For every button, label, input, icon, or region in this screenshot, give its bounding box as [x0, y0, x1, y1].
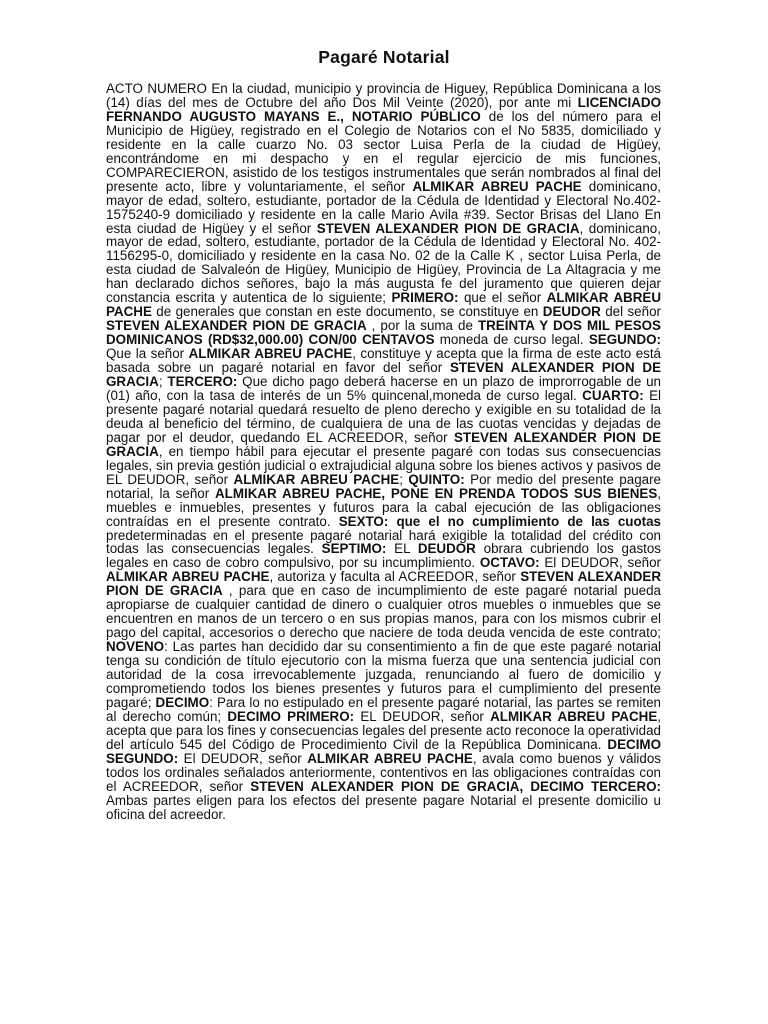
body-text-run: Que dicho pago deberá hacerse en un plazo de improrrogable de un (01) año, con la tasa de interés de un 5% quincenal,moneda de curso legal.	[106, 374, 662, 403]
body-bold-run: DECIMO PRIMERO:	[227, 708, 355, 724]
body-text-run: Ambas partes eligen para los efectos del presente pagare Notarial el presente domicilio u oficina del acreedor.	[106, 792, 661, 822]
body-bold-run: DECIMO SEGUNDO:	[106, 736, 661, 766]
body-text-run: Que la señor	[106, 346, 189, 362]
body-text-run: de generales que constan en este documento, se constituye en	[151, 304, 543, 320]
body-bold-run: LICENCIADO FERNANDO AUGUSTO MAYANS E., NOTARIO PÚBLICO	[106, 94, 661, 124]
body-bold-run: STEVEN ALEXANDER PION DE GRACIA	[106, 429, 661, 459]
body-text-run: , muebles e inmuebles, presentes y futuros para la cabal ejecución de las obligaciones contraídas en el presente contrato.	[106, 485, 661, 529]
body-text-run: ;	[399, 471, 409, 487]
body-bold-run: STEVEN ALEXANDER PION DE GRACIA	[316, 220, 580, 236]
body-bold-run: OCTAVO:	[479, 555, 540, 571]
document-title: Pagaré Notarial	[318, 47, 450, 67]
body-bold-run: ALMIKAR ABREU PACHE	[490, 708, 658, 724]
document-body	[106, 82, 661, 822]
body-text-run: , en tiempo hábil para ejecutar el presente pagaré con todas sus consecuencias legales, sin previa gestión judicial o extrajudicial alguna sobre los bienes activos y pasivos de EL DEUDOR, señor	[106, 443, 661, 487]
body-text-run: , por la suma de	[366, 318, 478, 334]
body-bold-run: ALMIKAR ABREU PACHE	[106, 290, 661, 320]
body-text-run: de los del número para el Municipio de Higüey, registrado en el Colegio de Notarios con el No 5835, domiciliado y residente en la calle cuarzo No. 03 sector Luisa Perla de la ciudad de Higüey, encontrándome en mi despacho y en el regular ejercicio de mis funciones, COMPARECIERON, asistido de los testigos instrumentales que serán nombrados al final del presente acto, libre y voluntariamente, el señor	[106, 108, 661, 194]
body-text-run: : Las partes han decidido dar su consentimiento a fin de que este pagaré notarial tenga su condición de título ejecutorio con la misma fuerza que una sentencia judicial con autoridad de la cosa irrevocablemente juzgada, renunciando al fuero de domicilio y comprometiendo todos los bienes presentes y futuros para el cumplimiento del presente pagaré;	[106, 639, 661, 710]
body-bold-run: NOVENO	[106, 639, 165, 655]
body-bold-run: STEVEN ALEXANDER PION DE GRACIA	[106, 569, 662, 599]
body-bold-run: DEUDOR	[417, 541, 476, 557]
body-bold-run: ALMIKAR ABREU PACHE	[233, 471, 400, 487]
body-text-run: , dominicano, mayor de edad, soltero, estudiante, portador de la Cédula de Identidad y Electoral No. 402-1156295-0, domiciliado y residente en la casa No. 02 de la Calle K , sector Luisa Perla, de esta ciudad de Salvaleón de Higüey, Municipio de Higüey, Provincia de La Altagracia y me han declarado dichos señores, bajo la más augusta fe del juramento que quieren dejar constancia escrita y autentica de lo siguiente;	[106, 220, 661, 306]
body-text-run: ;	[158, 374, 168, 390]
body-text-run: obrara cubriendo los gastos legales en caso de cobro compulsivo, por su incumplimiento.	[106, 541, 661, 571]
body-bold-run: STEVEN ALEXANDER PION DE GRACIA	[106, 360, 662, 390]
body-bold-run: ALMIKAR ABREU PACHE	[188, 346, 353, 362]
body-bold-run: TERCERO:	[167, 374, 238, 390]
body-text-run: Por medio del presente pagare notarial, la señor	[106, 471, 661, 501]
body-text-run: del señor	[600, 304, 661, 320]
body-bold-run: ALMIKAR ABREU PACHE	[307, 750, 473, 766]
body-bold-run: SEGUNDO:	[588, 332, 661, 348]
body-text-run: El presente pagaré notarial quedará resuelto de pleno derecho y exigible en su totalidad de la deuda al beneficio del término, de cualquiera de una de las cuotas vencidas y dejadas de pagar por el deudor, quedando EL ACREEDOR, señor	[106, 387, 661, 445]
body-text-run: ACTO NUMERO En la ciudad, municipio y provincia de Higuey, República Dominicana a los (14) días del mes de Octubre del año Dos Mil Veinte (2020), por ante mi	[106, 81, 661, 110]
body-text-run: , autoriza y faculta al ACREEDOR, señor	[269, 569, 521, 585]
body-bold-run: SEPTIMO:	[321, 541, 387, 557]
body-text-run: EL	[386, 541, 418, 557]
body-text-run: , constituye y acepta que la firma de este acto está basada sobre un pagaré notarial en favor del señor	[106, 346, 662, 376]
body-bold-run: ALMIKAR ABREU PACHE, PONE EN PRENDA TODOS SUS BIENES	[214, 485, 658, 501]
body-text-run: predeterminadas en el presente pagaré notarial hará exigible la totalidad del crédito con todas las consecuencias legales.	[106, 527, 661, 557]
body-text-run: , avala como buenos y válidos todos los ordinales señalados anteriormente, contentivos en las obligaciones contraídas con el ACREEDOR, señor	[106, 750, 661, 794]
body-bold-run: DEUDOR	[542, 304, 601, 320]
body-bold-run: CUARTO:	[582, 387, 644, 403]
body-text-run: El DEUDOR, señor	[539, 555, 662, 571]
body-bold-run: SEXTO: que el no cumplimiento de las cuotas	[338, 513, 661, 529]
body-bold-run: DECIMO	[155, 694, 210, 710]
body-bold-run: TREINTA Y DOS MIL PESOS DOMINICANOS (RD$32,000.00) CON/00 CENTAVOS	[106, 318, 661, 348]
body-bold-run: ALMIKAR ABREU PACHE	[106, 569, 270, 585]
body-text-run: moneda de curso legal.	[434, 332, 589, 348]
body-text-run: : Para lo no estipulado en el presente pagaré notarial, las partes se remiten al derecho común;	[106, 694, 662, 724]
body-bold-run: PRIMERO:	[391, 290, 459, 306]
body-bold-run: STEVEN ALEXANDER PION DE GRACIA, DECIMO TERCERO:	[250, 778, 662, 794]
body-bold-run: ALMIKAR ABREU PACHE	[412, 178, 582, 194]
body-bold-run: STEVEN ALEXANDER PION DE GRACIA	[106, 318, 367, 334]
body-text-run: , para que en caso de incumplimiento de este pagaré notarial pueda apropiarse de cualquier cantidad de dinero o cualquier otros muebles o inmuebles que se encuentren en manos de un tercero o en sus propias manos, para con los mismos cubrir el pago del capital, accesorios o derecho que naciere de toda deuda vencida de este contrato;	[106, 583, 661, 641]
body-text-run: dominicano, mayor de edad, soltero, estudiante, portador de la Cédula de Identidad y Electoral No.402-1575240-9 domiciliado y residente en la calle Mario Avila #39. Sector Brisas del Llano En esta ciudad de Higüey y el señor	[106, 178, 661, 236]
body-bold-run: QUINTO:	[408, 471, 465, 487]
body-text-run: El DEUDOR, señor	[178, 750, 308, 766]
body-text-run: que el señor	[458, 290, 547, 306]
body-text-run: , acepta que para los fines y consecuencias legales del presente acto reconoce la operatividad del artículo 545 del Código de Procedimiento Civil de la República Dominicana.	[106, 708, 661, 752]
body-text-run: EL DEUDOR, señor	[354, 708, 491, 724]
